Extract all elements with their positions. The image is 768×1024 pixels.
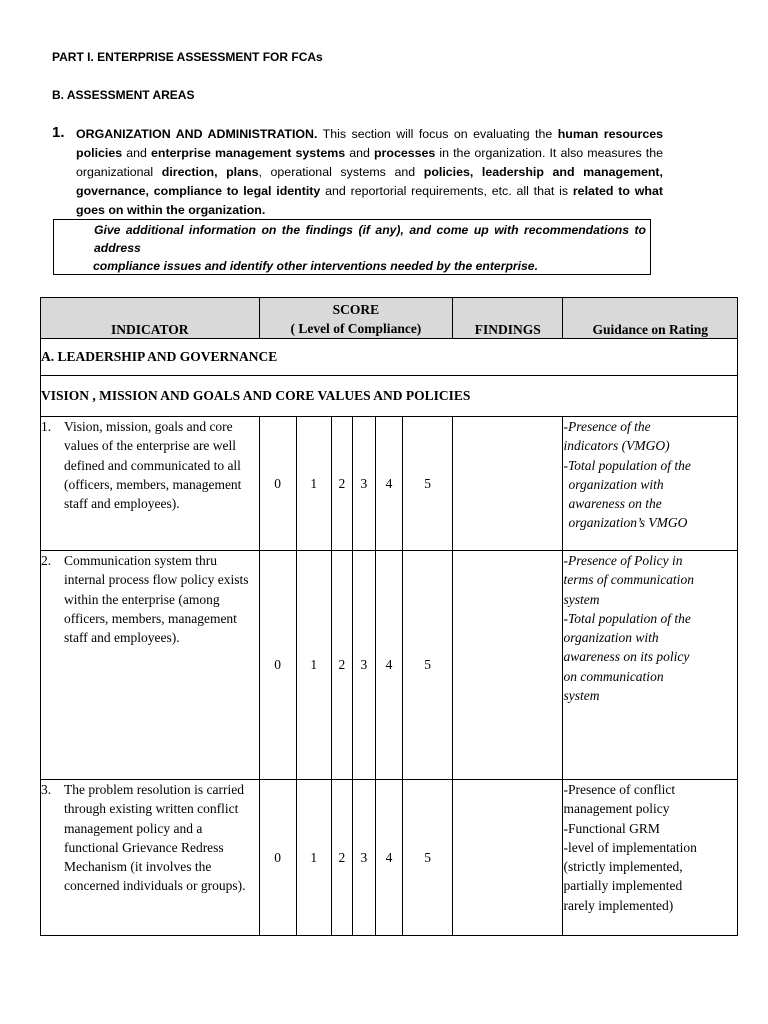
guidance-line: awareness on the (568, 496, 662, 512)
guidance-line: on communication (563, 668, 664, 684)
guidance-line: organization’s VMGO (568, 515, 688, 531)
section-a-row (41, 339, 738, 376)
guidance-line: -Functional GRM (563, 820, 660, 836)
intro-bold-phrase: human resources policies (76, 127, 663, 160)
score-header-subtitle: ( Level of Compliance) (290, 321, 422, 336)
intro-text: This section will focus on evaluating the (317, 127, 558, 141)
intro-text: and (345, 146, 374, 160)
guidance-line: -Total population of the (563, 610, 691, 626)
indicator-number: 2. (41, 553, 52, 568)
indicator-cell (41, 551, 260, 780)
score-option-4[interactable]: 4 (375, 417, 402, 551)
guidance-line: management policy (563, 801, 670, 817)
score-option-1[interactable]: 1 (296, 417, 331, 551)
score-option-5[interactable]: 5 (402, 417, 452, 551)
guidance-line: -Total population of the (563, 457, 691, 473)
intro-text: in the organization. It also measures the organizational (76, 146, 663, 179)
note-line-2: address (94, 241, 141, 255)
guidance-line: awareness on its policy (563, 649, 690, 665)
score-option-3[interactable]: 3 (352, 417, 375, 551)
guidance-cell (563, 551, 738, 780)
indicator-number: 3. (41, 782, 52, 797)
intro-text: and (122, 146, 151, 160)
part-title: PART I. ENTERPRISE ASSESSMENT FOR FCAs (52, 50, 323, 64)
guidance-line: indicators (VMGO) (563, 438, 670, 454)
assessment-table (40, 297, 738, 936)
guidance-cell (563, 780, 738, 936)
score-header-title: SCORE (332, 302, 380, 317)
score-option-2[interactable]: 2 (331, 551, 352, 780)
instruction-note (53, 219, 651, 275)
score-option-2[interactable]: 2 (331, 417, 352, 551)
indicator-row (41, 780, 738, 936)
findings-cell[interactable] (453, 780, 563, 936)
score-option-2[interactable]: 2 (331, 780, 352, 936)
guidance-line: rarely implemented) (563, 897, 674, 913)
guidance-line: partially implemented (563, 878, 683, 894)
score-option-5[interactable]: 5 (402, 551, 452, 780)
score-header (259, 298, 453, 339)
guidance-line: -Presence of the (563, 419, 651, 434)
subsection-title: VISION , MISSION AND GOALS AND CORE VALUES AND POLICIES (41, 376, 738, 417)
indicator-rows (41, 417, 738, 936)
guidance-line: system (563, 688, 600, 704)
indicator-text: The problem resolution is carried through existing written conflict management policy and a functional Grievance Redress Mechanism (it involves the concerned individuals or groups). (64, 782, 246, 894)
intro-bold-phrase: enterprise management systems (151, 146, 346, 160)
intro-bold-phrase: related to what goes on within the organization. (76, 184, 663, 217)
score-option-0[interactable]: 0 (259, 780, 296, 936)
score-option-5[interactable]: 5 (402, 780, 452, 936)
score-option-1[interactable]: 1 (296, 551, 331, 780)
indicator-row (41, 417, 738, 551)
guidance-cell (563, 417, 738, 551)
table-header-row (41, 298, 738, 339)
score-option-4[interactable]: 4 (375, 551, 402, 780)
section-title: ORGANIZATION AND ADMINISTRATION. (76, 127, 318, 141)
guidance-line: -level of implementation (563, 839, 697, 855)
findings-cell[interactable] (453, 417, 563, 551)
guidance-line: organization with (563, 630, 659, 646)
indicator-number: 1. (41, 419, 52, 434)
guidance-line: (strictly implemented, (563, 859, 683, 875)
indicator-cell (41, 780, 260, 936)
indicator-header: INDICATOR (41, 298, 260, 339)
score-option-0[interactable]: 0 (259, 551, 296, 780)
guidance-line: organization with (568, 476, 664, 492)
note-line-3: compliance issues and identify other interventions needed by the enterprise. (93, 259, 538, 273)
score-option-3[interactable]: 3 (352, 780, 375, 936)
guidance-line: terms of communication (563, 572, 694, 588)
section-number: 1. (52, 124, 65, 141)
score-option-4[interactable]: 4 (375, 780, 402, 936)
findings-header: FINDINGS (453, 298, 563, 339)
note-line-1: Give additional information on the findings (if any), and come up with recommendations to (94, 223, 646, 237)
intro-text: , operational systems and (258, 165, 424, 179)
intro-bold-phrase: processes (373, 146, 436, 160)
intro-bold-phrase: direction, plans (161, 165, 259, 179)
intro-bold-phrase: policies, leadership and management, governance, compliance to legal identity (76, 165, 664, 198)
findings-cell[interactable] (453, 551, 563, 780)
section-intro (76, 125, 663, 220)
guidance-header: Guidance on Rating (563, 298, 738, 339)
score-option-1[interactable]: 1 (296, 780, 331, 936)
section-a-title: A. LEADERSHIP AND GOVERNANCE (41, 339, 738, 376)
indicator-row (41, 551, 738, 780)
score-option-0[interactable]: 0 (259, 417, 296, 551)
guidance-line: -Presence of Policy in (563, 553, 683, 568)
intro-text: and reportorial requirements, etc. all that is (320, 184, 573, 198)
indicator-cell (41, 417, 260, 551)
guidance-line: -Presence of conflict (563, 782, 676, 797)
score-option-3[interactable]: 3 (352, 551, 375, 780)
sub-title: B. ASSESSMENT AREAS (52, 88, 195, 102)
indicator-text: Vision, mission, goals and core values of the enterprise are well defined and communicated to all (officers, members, management staff and employees). (64, 419, 242, 512)
guidance-line: system (563, 591, 600, 607)
indicator-text: Communication system thru internal process flow policy exists within the enterprise (among officers, members, management staff and employees). (64, 553, 249, 646)
subsection-row (41, 376, 738, 417)
